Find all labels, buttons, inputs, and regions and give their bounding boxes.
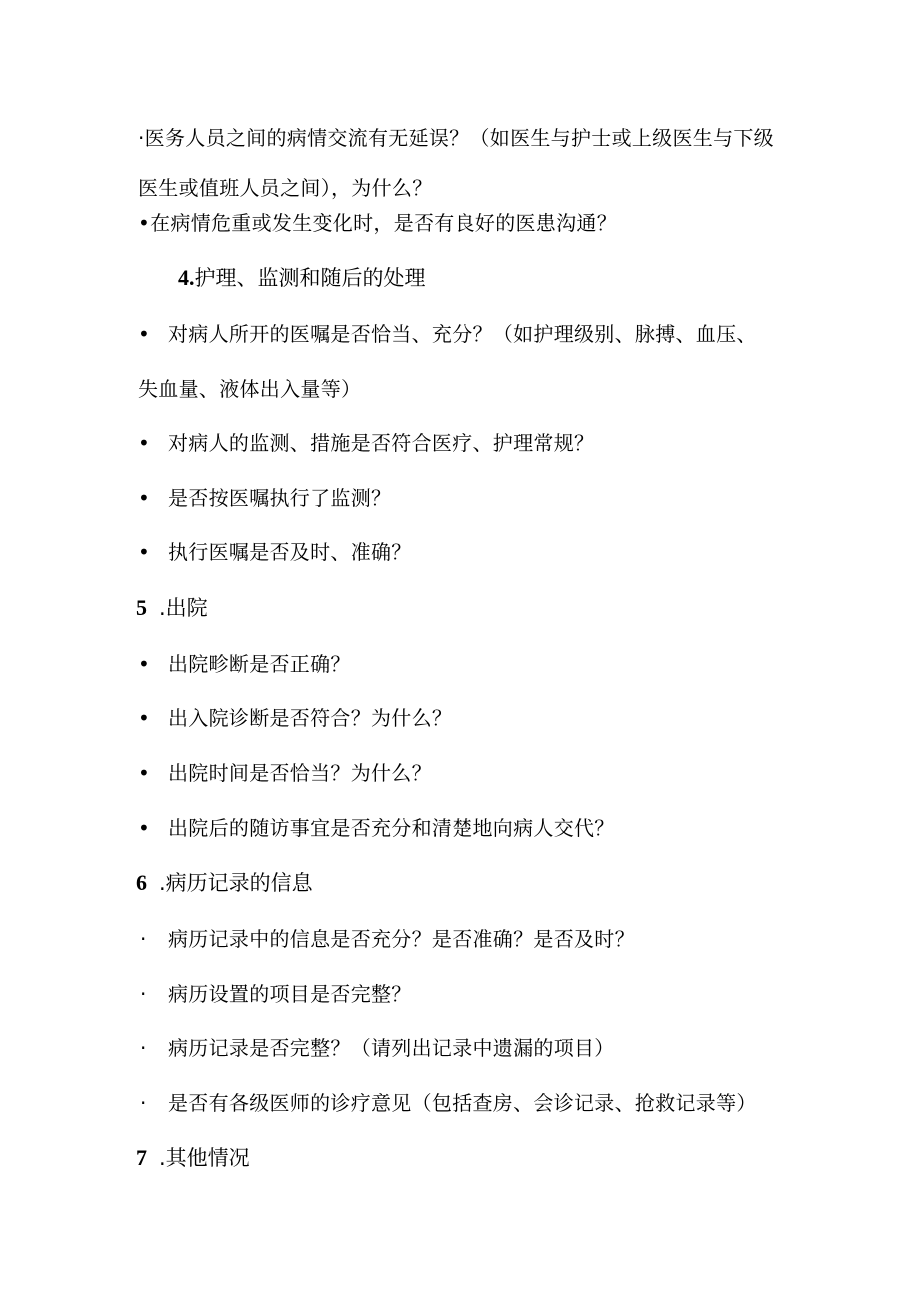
section-6-item-2: 病历设置的项目是否完整？ — [168, 982, 412, 1006]
section-5-heading — [136, 594, 208, 622]
bullet: • — [138, 540, 150, 564]
section-6-heading — [136, 869, 313, 897]
section-4-title: 护理、监测和随后的处理 — [194, 266, 426, 290]
section-6-title: .病历记录的信息 — [159, 871, 313, 895]
section-7-heading — [136, 1144, 250, 1172]
communication-item-2-text: 在病情危重或发生变化时，是否有良好的医患沟通？ — [150, 211, 618, 235]
section-6-item-3: 病历记录是否完整？（请列出记录中遗漏的项目） — [168, 1036, 615, 1060]
section-4-item-4: 执行医嘱是否及时、准确？ — [168, 540, 412, 564]
communication-item-1-line-1: 医务人员之间的病情交流有无延误？（如医生与护士或上级医生与下级 — [144, 126, 774, 150]
communication-item-2 — [138, 209, 617, 237]
section-4-number: 4. — [178, 265, 195, 290]
section-4-heading — [178, 264, 426, 292]
section-4-item-1-line-1: 对病人所开的医嘱是否恰当、充分？（如护理级别、脉搏、血压、 — [168, 322, 757, 346]
section-5-item-3: 出院时间是否恰当？为什么？ — [168, 761, 432, 785]
section-7-number: 7 — [136, 1145, 147, 1170]
section-5-item-4: 出院后的随访事宜是否充分和清楚地向病人交代？ — [168, 816, 615, 840]
bullet: • — [138, 486, 150, 510]
bullet: • — [138, 816, 150, 840]
bullet: • — [138, 431, 150, 455]
section-4-item-1-line-2: 失血量、液体出入量等） — [138, 377, 362, 401]
section-4-item-3: 是否按医嘱执行了监测？ — [168, 486, 392, 510]
section-4-item-2: 对病人的监测、措施是否符合医疗、护理常规？ — [168, 431, 595, 455]
section-7-title: .其他情况 — [159, 1146, 250, 1170]
bullet: · — [140, 927, 147, 951]
section-5-number: 5 — [136, 595, 147, 620]
section-5-title: .出院 — [159, 596, 208, 620]
communication-item-1 — [138, 124, 774, 152]
bullet: · — [140, 982, 147, 1006]
bullet: • — [138, 211, 151, 235]
bullet: • — [138, 322, 150, 346]
bullet: · — [140, 1091, 147, 1115]
section-5-item-1: 出院畛断是否正确？ — [168, 652, 351, 676]
section-6-number: 6 — [136, 870, 147, 895]
bullet: · — [138, 126, 145, 150]
section-6-item-4: 是否有各级医师的诊疗意见（包括查房、会诊记录、抢救记录等） — [168, 1091, 757, 1115]
bullet: • — [138, 761, 150, 785]
bullet: · — [140, 1036, 147, 1060]
section-5-item-2: 出入院诊断是否符合？为什么？ — [168, 706, 453, 730]
communication-item-1-line-2: 医生或值班人员之间），为什么？ — [138, 176, 433, 200]
section-6-item-1: 病历记录中的信息是否充分？是否准确？是否及时？ — [168, 927, 635, 951]
bullet: • — [138, 652, 150, 676]
bullet: • — [138, 706, 150, 730]
